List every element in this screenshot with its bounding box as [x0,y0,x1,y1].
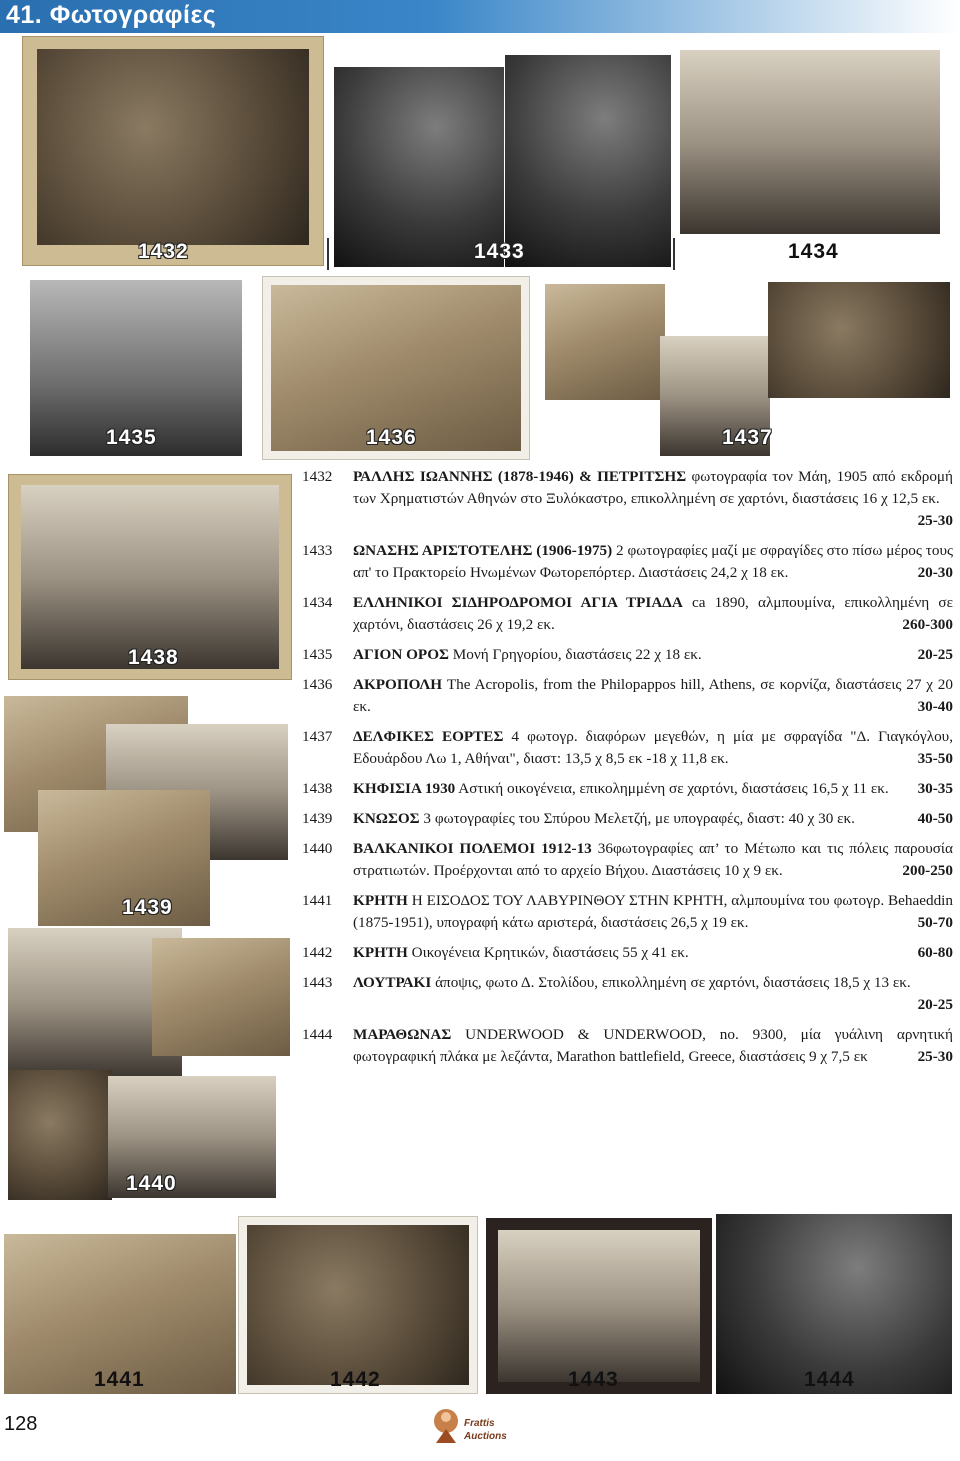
lot-price: 35-50 [917,750,953,767]
lot-number: 1439 [302,810,333,827]
lot-price: 30-35 [917,780,953,797]
lot-price: 25-30 [917,1048,953,1065]
lot-price: 260-300 [902,616,953,633]
lot-price: 20-25 [917,996,953,1013]
lot-name: ΜΑΡΑΘΩΝΑΣ [353,1026,452,1043]
lot-row [302,726,953,770]
lot-row [302,644,953,666]
photo-label-1436: 1436 [366,426,417,449]
lot-price: 20-25 [917,646,953,663]
lot-number: 1433 [302,542,333,559]
photo-1433-b [505,55,671,267]
lot-number: 1440 [302,840,333,857]
photo-1437-c [768,282,950,398]
lot-body [353,466,953,532]
lot-name: ΚΗΦΙΣΙΑ 1930 [353,780,456,797]
lot-name: ΑΓΙΟΝ ΟΡΟΣ [353,646,449,663]
photo-1440-c [8,1070,112,1200]
lot-price: 50-70 [917,914,953,931]
lot-description: ca 1890, αλμπουμίνα, επικολλημένη σε χαρτόνι, διαστάσεις 26 χ 19,2 εκ. [353,594,953,633]
photo-label-1432: 1432 [138,240,189,263]
lot-description: Οικογένεια Κρητικών, διαστάσεις 55 χ 41 εκ. [407,944,689,961]
lot-description: Η ΕΙΣΟΔΟΣ ΤΟΥ ΛΑΒΥΡΙΝΘΟΥ ΣΤΗΝ ΚΡΗΤΗ, αλμπουμίνα του φωτογρ. Behaeddin (1875-1951), υπογραφή κάτω αριστερά, διαστάσεις 26,5 χ 19 εκ. [353,892,953,931]
photo-label-1442: 1442 [330,1368,381,1391]
section-title: 41. Φωτογραφίες [6,1,217,29]
lot-number: 1434 [302,594,333,611]
lot-row [302,972,953,1016]
photo-label-1440: 1440 [126,1172,177,1195]
lot-row [302,466,953,532]
photo-1442-image [247,1225,469,1385]
lot-name: ΚΡΗΤΗ [353,892,408,909]
photo-1440-b [152,938,290,1056]
photo-label-1441: 1441 [94,1368,145,1391]
photo-1434 [680,50,940,234]
lot-row [302,592,953,636]
lot-description: 2 φωτογραφίες μαζί με σφραγίδες στο πίσω μέρος τους απ' το Πρακτορείο Ηνωμένων Φωτορεπόρτερ. Διαστάσεις 24,2 χ 18 εκ. [353,542,953,581]
photo-label-1437: 1437 [722,426,773,449]
photo-1438-image [21,485,279,669]
lot-number: 1436 [302,676,333,693]
lot-body [353,838,953,882]
lot-description: 36φωτογραφίες απ’ το Μέτωπο και τις πόλεις παρουσία στρατιωτών. Προέρχονται από το αρχείο Βήχου. Διαστάσεις 10 χ 9 εκ. [353,840,953,879]
lot-name: ΒΑΛΚΑΝΙΚΟΙ ΠΟΛΕΜΟΙ 1912-13 [353,840,592,857]
lot-list [302,466,953,1076]
lot-description: φωτογραφία τον Μάη, 1905 από εκδρομή των Χρηματιστών Αθηνών στο Ξυλόκαστρο, επικολλημένη σε χαρτόνι, διαστάσεις 16 χ 12,5 εκ. [353,468,953,507]
lot-price: 20-30 [917,564,953,581]
lot-description: Μονή Γρηγορίου, διαστάσεις 22 χ 18 εκ. [448,646,702,663]
photo-divider [673,238,675,270]
lot-row [302,942,953,964]
page-header [0,0,960,33]
photo-1444 [716,1214,952,1394]
lot-body [353,726,953,770]
lot-description: 4 φωτογρ. διαφόρων μεγεθών, η μία με σφραγίδα "Δ. Γιαγκόγλου, Εδουάρδου Λω 1, Αθήναι", διαστ: 13,5 χ 8,5 εκ -18 χ 11,8 εκ. [353,728,953,767]
lot-number: 1442 [302,944,333,961]
lot-name: ΑΚΡΟΠΟΛΗ [353,676,443,693]
lot-body [353,778,953,800]
lot-name: ΚΝΩΣΟΣ [353,810,420,827]
lot-number: 1441 [302,892,333,909]
lot-row [302,778,953,800]
lot-description: άποψις, φωτο Δ. Στολίδου, επικολλημένη σε χαρτόνι, διαστάσεις 18,5 χ 13 εκ. [431,974,911,991]
lot-row [302,808,953,830]
lot-body [353,942,953,964]
lot-number: 1438 [302,780,333,797]
photo-1433-a [334,67,504,267]
photo-label-1435: 1435 [106,426,157,449]
lot-price: 25-30 [917,512,953,529]
photo-label-1438: 1438 [128,646,179,669]
lot-price: 200-250 [902,862,953,879]
lot-body [353,540,953,584]
lot-body [353,674,953,718]
photo-1443-image [498,1230,700,1382]
logo-line1: Frattis [464,1418,495,1429]
lot-number: 1432 [302,468,333,485]
lot-number: 1435 [302,646,333,663]
lot-name: ΛΟΥΤΡΑΚΙ [353,974,432,991]
lot-body [353,972,953,1016]
lot-row [302,890,953,934]
lot-number: 1444 [302,1026,333,1043]
photo-1437-a [545,284,665,400]
photo-label-1439: 1439 [122,896,173,919]
photo-label-1434: 1434 [788,240,839,263]
logo-line2: Auctions [464,1431,507,1442]
lot-number: 1437 [302,728,333,745]
photo-label-1433: 1433 [474,240,525,263]
lot-price: 60-80 [917,944,953,961]
photo-label-1443: 1443 [568,1368,619,1391]
lot-number: 1443 [302,974,333,991]
lot-body [353,1024,953,1068]
lot-price: 40-50 [917,810,953,827]
lot-description: The Acropolis, from the Philopappos hill, Athens, σε κορνίζα, διαστάσεις 27 χ 20 εκ. [353,676,953,715]
photo-divider [327,238,329,270]
lot-row [302,1024,953,1068]
lot-description: Αστική οικογένεια, επικολημμένη σε χαρτόνι, διαστάσεις 16,5 χ 11 εκ. [455,780,889,797]
lot-description: 3 φωτογραφίες του Σπύρου Μελετζή, με υπογραφές, διαστ: 40 χ 30 εκ. [419,810,855,827]
lot-body [353,890,953,934]
lot-row [302,540,953,584]
lot-body [353,644,953,666]
lot-body [353,592,953,636]
photo-1432-image [37,49,309,245]
lot-name: ΔΕΛΦΙΚΕΣ ΕΟΡΤΕΣ [353,728,504,745]
lot-name: ΩΝΑΣΗΣ ΑΡΙΣΤΟΤΕΛΗΣ (1906-1975) [353,542,613,559]
lot-row [302,674,953,718]
lot-price: 30-40 [917,698,953,715]
lot-body [353,808,953,830]
photo-label-1444: 1444 [804,1368,855,1391]
lot-name: ΡΑΛΛΗΣ ΙΩΑΝΝΗΣ (1878-1946) & ΠΕΤΡΙΤΣΗΣ [353,468,687,485]
lot-row [302,838,953,882]
page-number: 128 [4,1413,38,1435]
lot-description: UNDERWOOD & UNDERWOOD, no. 9300, μία γυάλινη αρνητική φωτογραφική πλάκα με λεζάντα, Marathon battlefield, Greece, διαστάσεις 9 χ 7,5 εκ [353,1026,953,1065]
photo-1432 [22,36,324,266]
lot-name: ΚΡΗΤΗ [353,944,408,961]
lot-name: ΕΛΛΗΝΙΚΟΙ ΣΙΔΗΡΟΔΡΟΜΟΙ ΑΓΙΑ ΤΡΙΑΔΑ [353,594,683,611]
